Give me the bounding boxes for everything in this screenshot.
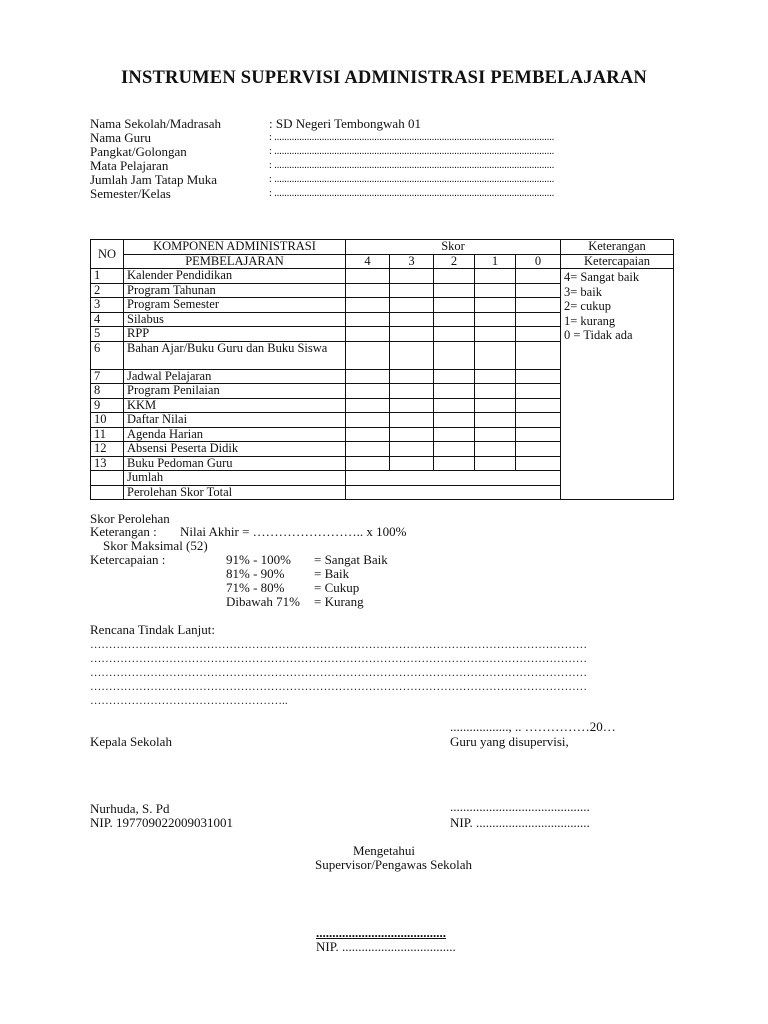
score-cell[interactable] — [346, 398, 390, 413]
score-cell[interactable] — [475, 427, 516, 442]
score-cell[interactable] — [390, 442, 434, 457]
score-cell[interactable] — [390, 283, 434, 298]
label-semester-kelas: Semester/Kelas — [90, 186, 171, 201]
score-cell[interactable] — [516, 298, 561, 313]
level-range: 71% - 80% — [226, 580, 285, 595]
jumlah-value-cell[interactable] — [346, 471, 561, 486]
score-cell[interactable] — [516, 413, 561, 428]
score-cell[interactable] — [516, 269, 561, 284]
score-cell[interactable] — [390, 298, 434, 313]
score-cell[interactable] — [475, 341, 516, 369]
score-cell[interactable] — [434, 398, 475, 413]
score-header-2: 2 — [434, 254, 475, 269]
level-desc: = Kurang — [314, 594, 364, 609]
score-cell[interactable] — [475, 384, 516, 399]
legend-item: 1= kurang — [564, 313, 616, 328]
supervisor-title: Supervisor/Pengawas Sekolah — [314, 857, 473, 872]
place-date[interactable]: .................., .. ……………20… — [450, 719, 616, 734]
row-no: 12 — [91, 442, 124, 457]
score-cell[interactable] — [390, 456, 434, 471]
row-item: Program Tahunan — [124, 283, 346, 298]
mengetahui-label: Mengetahui — [352, 843, 416, 858]
score-cell[interactable] — [346, 283, 390, 298]
assessment-table — [90, 239, 674, 500]
level-range: 91% - 100% — [226, 552, 291, 567]
score-header-3: 3 — [390, 254, 434, 269]
score-cell[interactable] — [516, 283, 561, 298]
row-no: 5 — [91, 327, 124, 342]
score-cell[interactable] — [475, 283, 516, 298]
score-cell[interactable] — [475, 327, 516, 342]
score-header-1: 1 — [475, 254, 516, 269]
row-no: 8 — [91, 384, 124, 399]
score-cell[interactable] — [346, 327, 390, 342]
kepala-sekolah-name: Nurhuda, S. Pd — [90, 801, 170, 816]
row-no: 4 — [91, 312, 124, 327]
label-nama-sekolah: Nama Sekolah/Madrasah — [90, 116, 222, 131]
value-mata-pelajaran: : ................................................................................................................ — [269, 160, 555, 171]
score-cell[interactable] — [434, 369, 475, 384]
score-cell[interactable] — [390, 427, 434, 442]
label-mata-pelajaran: Mata Pelajaran — [90, 158, 169, 173]
header-skor: Skor — [346, 240, 561, 255]
legend-item: 4= Sangat baik — [564, 270, 640, 284]
rencana-line[interactable]: …………………………………………………………………………………………………………………… — [90, 681, 588, 693]
row-no: 1 — [91, 269, 124, 284]
score-cell[interactable] — [434, 427, 475, 442]
score-cell[interactable] — [475, 442, 516, 457]
row-no: 2 — [91, 283, 124, 298]
score-cell[interactable] — [434, 341, 475, 369]
score-cell[interactable] — [516, 341, 561, 369]
row-item: KKM — [124, 398, 346, 413]
score-cell[interactable] — [390, 413, 434, 428]
score-cell[interactable] — [516, 312, 561, 327]
label-jam-tatap-muka: Jumlah Jam Tatap Muka — [90, 172, 218, 187]
score-cell[interactable] — [390, 269, 434, 284]
keterangan-label: Keterangan : — [90, 524, 157, 539]
score-cell[interactable] — [434, 413, 475, 428]
row-item: Daftar Nilai — [124, 413, 346, 428]
score-cell[interactable] — [346, 413, 390, 428]
skor-maksimal-label: Skor Maksimal (52) — [103, 538, 208, 553]
value-pangkat: : ................................................................................................................ — [269, 146, 555, 157]
score-cell[interactable] — [516, 327, 561, 342]
row-no: 10 — [91, 413, 124, 428]
score-cell[interactable] — [516, 456, 561, 471]
value-semester-kelas: : ................................................................................................................ — [269, 188, 555, 199]
score-cell[interactable] — [434, 384, 475, 399]
score-cell[interactable] — [346, 442, 390, 457]
score-cell[interactable] — [475, 298, 516, 313]
legend-item: 3= baik — [564, 284, 602, 299]
header-no: NO — [91, 240, 124, 269]
rencana-line[interactable]: …………………………………………………………………………………………………………………… — [90, 653, 588, 665]
score-cell[interactable] — [516, 442, 561, 457]
row-item: RPP — [124, 327, 346, 342]
guru-title: Guru yang disupervisi, — [450, 734, 569, 749]
row-no: 9 — [91, 398, 124, 413]
row-no: 13 — [91, 456, 124, 471]
score-cell[interactable] — [346, 369, 390, 384]
score-cell[interactable] — [346, 298, 390, 313]
table-row — [91, 269, 674, 284]
guru-name-line[interactable]: ........................................... — [450, 799, 590, 814]
row-no: 11 — [91, 427, 124, 442]
row-item: Kalender Pendidikan — [124, 269, 346, 284]
score-cell[interactable] — [434, 283, 475, 298]
level-range: 81% - 90% — [226, 566, 285, 581]
nilai-akhir-formula: Nilai Akhir = …………………….. x 100% — [180, 524, 407, 539]
label-nama-guru: Nama Guru — [90, 130, 152, 145]
rencana-line[interactable]: …………………………………………………………………………………………………………………… — [90, 667, 588, 679]
row-item: Silabus — [124, 312, 346, 327]
total-value-cell[interactable] — [346, 485, 561, 500]
row-item: Program Penilaian — [124, 384, 346, 399]
row-no: 7 — [91, 369, 124, 384]
score-cell[interactable] — [434, 442, 475, 457]
score-cell[interactable] — [475, 398, 516, 413]
header-row-1 — [91, 240, 674, 255]
row-item: Program Semester — [124, 298, 346, 313]
level-range: Dibawah 71% — [226, 594, 301, 609]
supervisor-nip[interactable]: NIP. ................................... — [316, 939, 456, 954]
score-cell[interactable] — [434, 312, 475, 327]
score-cell[interactable] — [516, 384, 561, 399]
score-cell[interactable] — [390, 384, 434, 399]
score-cell[interactable] — [346, 427, 390, 442]
rencana-line[interactable]: …………………………………………………………………………………………………………………… — [90, 639, 588, 651]
score-cell[interactable] — [516, 369, 561, 384]
document-title: INSTRUMEN SUPERVISI ADMINISTRASI PEMBELAJARAN — [121, 68, 647, 88]
score-cell[interactable] — [475, 369, 516, 384]
ketercapaian-label: Ketercapaian : — [90, 552, 166, 567]
kepala-sekolah-nip: NIP. 197709022009031001 — [90, 815, 234, 830]
score-cell[interactable] — [346, 384, 390, 399]
header-komponen-line1: KOMPONEN ADMINISTRASI — [124, 240, 346, 255]
legend-cell — [561, 269, 674, 500]
score-cell[interactable] — [346, 341, 390, 369]
row-no: 3 — [91, 298, 124, 313]
score-cell[interactable] — [434, 269, 475, 284]
kepala-sekolah-title: Kepala Sekolah — [90, 734, 172, 749]
score-cell[interactable] — [434, 298, 475, 313]
score-cell[interactable] — [475, 456, 516, 471]
rencana-label: Rencana Tindak Lanjut: — [90, 622, 215, 637]
score-cell[interactable] — [346, 312, 390, 327]
score-cell[interactable] — [390, 327, 434, 342]
value-jam-tatap-muka: : ................................................................................................................ — [269, 174, 555, 185]
score-cell[interactable] — [516, 398, 561, 413]
score-cell[interactable] — [475, 312, 516, 327]
row-item: Bahan Ajar/Buku Guru dan Buku Siswa — [124, 341, 346, 369]
score-header-0: 0 — [516, 254, 561, 269]
score-cell[interactable] — [390, 369, 434, 384]
score-cell[interactable] — [390, 398, 434, 413]
label-pangkat: Pangkat/Golongan — [90, 144, 187, 159]
row-no: 6 — [91, 341, 124, 369]
supervisor-name-line[interactable]: ........................................ — [316, 925, 446, 940]
score-cell[interactable] — [434, 456, 475, 471]
skor-perolehan-label: Skor Perolehan — [90, 511, 170, 526]
level-desc: = Sangat Baik — [314, 552, 388, 567]
legend-item: 2= cukup — [564, 299, 611, 313]
row-item: Buku Pedoman Guru — [124, 456, 346, 471]
header-keterangan-line1: Keterangan — [561, 240, 674, 255]
score-cell[interactable] — [390, 312, 434, 327]
total-label: Perolehan Skor Total — [124, 485, 346, 500]
score-cell[interactable] — [475, 269, 516, 284]
score-cell[interactable] — [390, 341, 434, 369]
score-cell[interactable] — [434, 327, 475, 342]
jumlah-label: Jumlah — [124, 471, 346, 486]
score-header-4: 4 — [346, 254, 390, 269]
level-desc: = Baik — [314, 566, 350, 581]
row-item: Agenda Harian — [124, 427, 346, 442]
score-cell[interactable] — [475, 413, 516, 428]
score-cell[interactable] — [346, 269, 390, 284]
value-nama-sekolah: : SD Negeri Tembongwah 01 — [269, 116, 421, 131]
level-desc: = Cukup — [314, 580, 360, 595]
row-item: Absensi Peserta Didik — [124, 442, 346, 457]
header-keterangan-line2: Ketercapaian — [561, 254, 674, 269]
legend-item: 0 = Tidak ada — [564, 328, 633, 342]
score-cell[interactable] — [346, 456, 390, 471]
value-nama-guru: : ................................................................................................................ — [269, 132, 555, 143]
rencana-line[interactable]: …………………………………………….. — [90, 695, 288, 707]
header-row-2 — [91, 254, 674, 269]
guru-nip[interactable]: NIP. ................................... — [450, 815, 590, 830]
header-komponen-line2: PEMBELAJARAN — [124, 254, 346, 269]
row-item: Jadwal Pelajaran — [124, 369, 346, 384]
score-cell[interactable] — [516, 427, 561, 442]
